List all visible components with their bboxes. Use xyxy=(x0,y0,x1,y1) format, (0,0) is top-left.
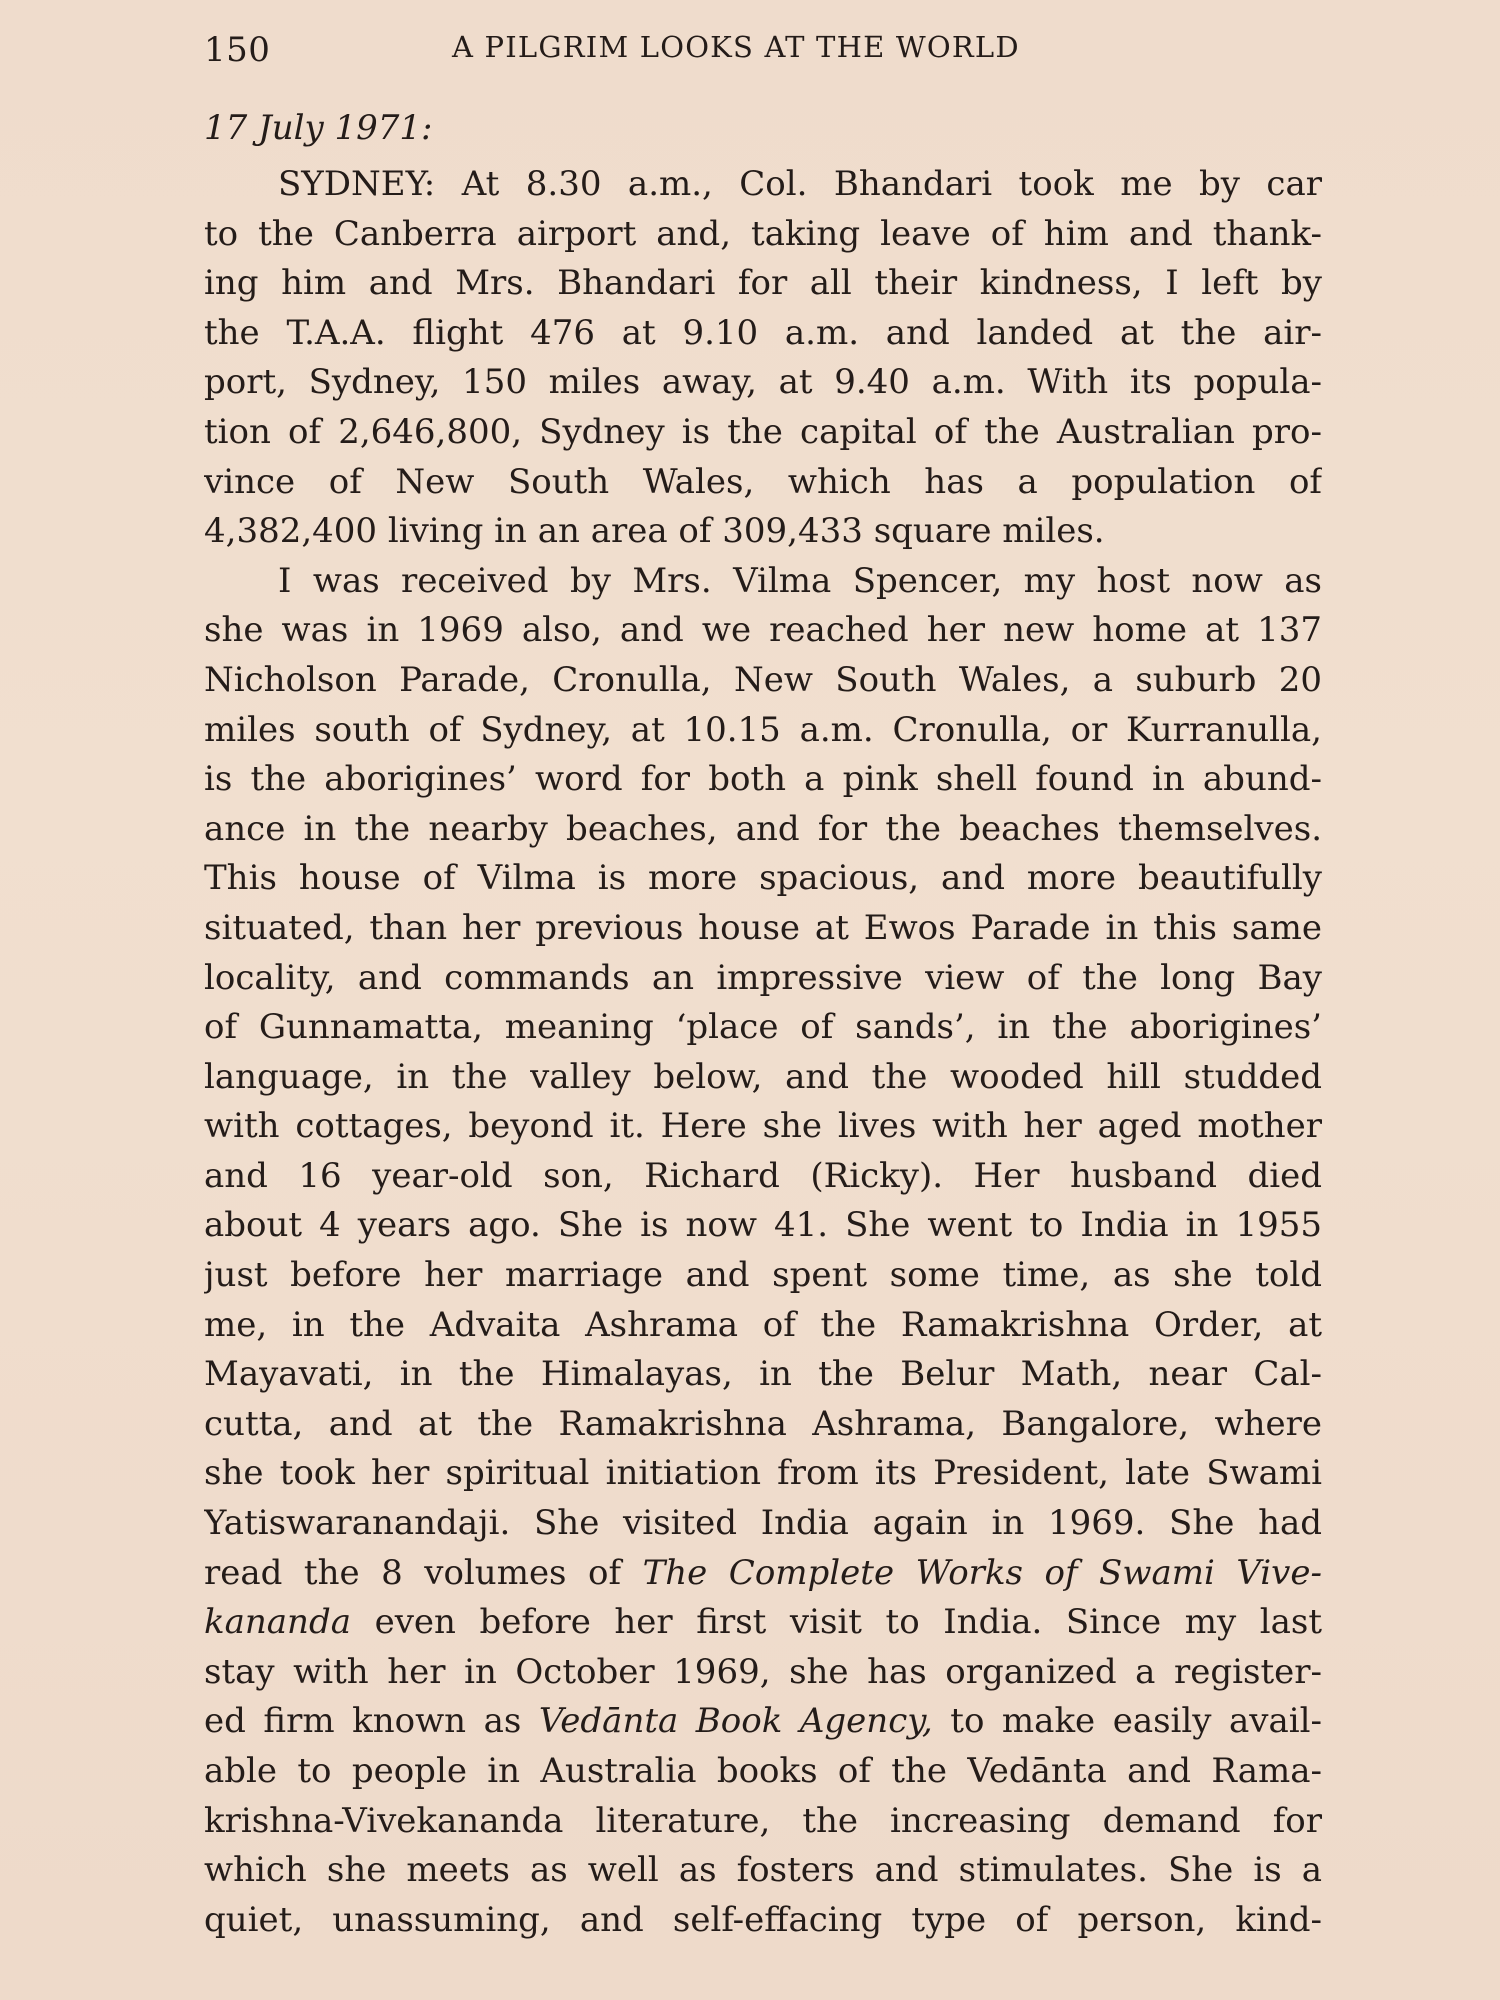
text-line: locality, and commands an impressive view of the long Bay xyxy=(204,957,1322,998)
book-title: The Complete Works of Swami Vive- xyxy=(642,1552,1322,1593)
text-segment: ed firm known as xyxy=(204,1701,539,1742)
book-title: kananda xyxy=(204,1602,351,1643)
text-line: 4,382,400 living in an area of 309,433 square miles. xyxy=(204,511,1105,552)
text-line: the T.A.A. flight 476 at 9.10 a.m. and landed at the air- xyxy=(204,312,1322,353)
text-line: cutta, and at the Ramakrishna Ashrama, Bangalore, where xyxy=(204,1403,1322,1444)
text-segment: read the 8 volumes of xyxy=(204,1552,643,1593)
text-segment: even before her first visit to India. Since my last xyxy=(350,1602,1322,1643)
text-line: stay with her in October 1969, she has organized a register- xyxy=(204,1651,1322,1692)
text-line xyxy=(204,1549,1322,1599)
text-line: port, Sydney, 150 miles away, at 9.40 a.m. With its popula- xyxy=(204,362,1322,403)
text-line: with cottages, beyond it. Here she lives with her aged mother xyxy=(204,1106,1322,1147)
text-line: situated, than her previous house at Ewos Parade in this same xyxy=(204,907,1322,948)
running-title: A PILGRIM LOOKS AT THE WORLD xyxy=(452,30,1020,64)
text-line: miles south of Sydney, at 10.15 a.m. Cronulla, or Kurranulla, xyxy=(204,709,1322,750)
text-line: krishna-Vivekananda literature, the increasing demand for xyxy=(204,1800,1322,1841)
entry-date: 17 July 1971: xyxy=(204,108,433,148)
text-line: Yatiswaranandaji. She visited India again in 1969. She had xyxy=(204,1503,1322,1544)
text-line: Nicholson Parade, Cronulla, New South Wales, a suburb 20 xyxy=(204,659,1322,700)
text-line: ance in the nearby beaches, and for the beaches themselves. xyxy=(204,808,1322,849)
text-line: I was received by Mrs. Vilma Spencer, my host now as xyxy=(278,560,1322,601)
text-segment: to make easily avail- xyxy=(932,1701,1322,1742)
text-line: SYDNEY: At 8.30 a.m., Col. Bhandari took me by car xyxy=(278,164,1322,204)
text-line: she took her spiritual initiation from its President, late Swami xyxy=(204,1453,1322,1494)
text-line: which she meets as well as fosters and stimulates. She is a xyxy=(204,1850,1322,1891)
text-line: and 16 year-old son, Richard (Ricky). Her husband died xyxy=(204,1155,1322,1196)
text-line: language, in the valley below, and the wooded hill studded xyxy=(204,1056,1322,1097)
page-number: 150 xyxy=(204,30,271,70)
firm-name: Vedānta Book Agency, xyxy=(538,1701,933,1742)
text-line: ing him and Mrs. Bhandari for all their kindness, I left by xyxy=(204,263,1322,304)
text-line xyxy=(204,1697,1322,1747)
text-line: Mayavati, in the Himalayas, in the Belur Math, near Cal- xyxy=(204,1354,1322,1395)
text-line: tion of 2,646,800, Sydney is the capital of the Australian pro- xyxy=(204,411,1322,452)
text-line: to the Canberra airport and, taking leave of him and thank- xyxy=(204,213,1322,254)
body-text xyxy=(204,160,1322,1945)
text-line: This house of Vilma is more spacious, and more beautifully xyxy=(204,858,1322,899)
text-line: able to people in Australia books of the Vedānta and Rama- xyxy=(204,1751,1322,1791)
text-line: me, in the Advaita Ashrama of the Ramakrishna Order, at xyxy=(204,1304,1322,1345)
text-line: vince of New South Wales, which has a population of xyxy=(204,461,1322,502)
text-line: about 4 years ago. She is now 41. She went to India in 1955 xyxy=(204,1205,1322,1246)
page-header xyxy=(204,26,1322,76)
text-line: of Gunnamatta, meaning ‘place of sands’, in the aborigines’ xyxy=(204,1007,1322,1048)
text-line: is the aborigines’ word for both a pink shell found in abund- xyxy=(204,759,1322,800)
text-line: just before her marriage and spent some time, as she told xyxy=(204,1255,1322,1296)
text-line: she was in 1969 also, and we reached her new home at 137 xyxy=(204,610,1322,651)
text-line: quiet, unassuming, and self-effacing type of person, kind- xyxy=(204,1899,1322,1940)
text-line xyxy=(204,1598,1322,1648)
